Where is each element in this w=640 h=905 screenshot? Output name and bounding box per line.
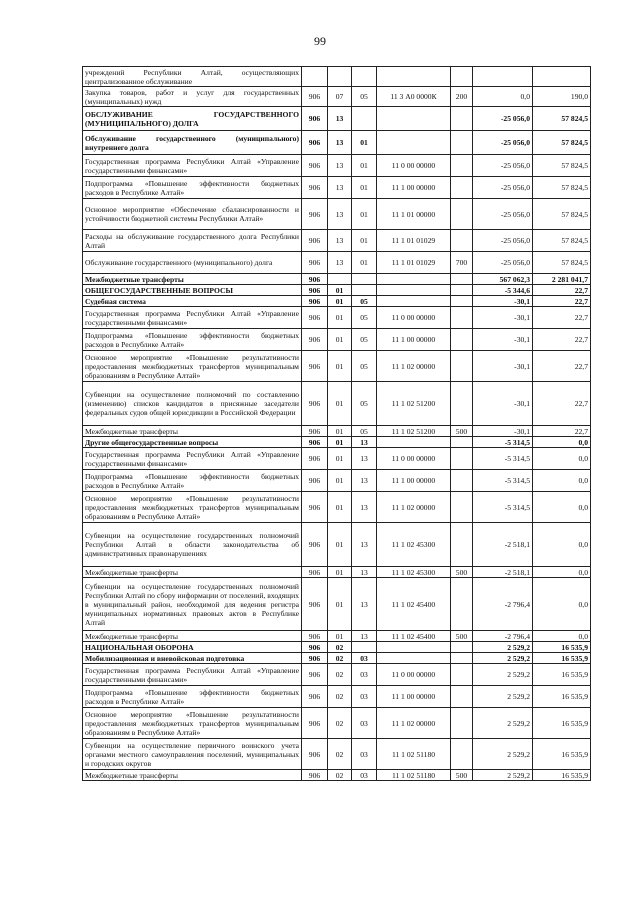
row-sum-2022-cell: 22,7 [533,307,591,329]
row-expense-type-cell [451,351,473,382]
row-name-cell: Основное мероприятие «Обеспечение сбалансированности и устойчивости бюджетной системы Республики Алтай» [83,199,302,230]
row-grbs-cell: 906 [302,567,328,578]
row-expense-type-cell [451,274,473,285]
row-subsection-cell: 13 [352,567,377,578]
row-target-article-cell [377,274,451,285]
row-grbs-cell: 906 [302,87,328,107]
row-sum-2021-cell: -30,1 [473,307,533,329]
row-section-cell: 13 [328,230,352,252]
row-sum-2021-cell: 2 529,2 [473,686,533,708]
row-sum-2022-cell: 0,0 [533,523,591,567]
row-name-cell: Межбюджетные трансферты [83,631,302,642]
row-sum-2021-cell: -5 314,5 [473,448,533,470]
budget-table [82,66,591,781]
row-section-cell: 02 [328,770,352,781]
row-sum-2021-cell: 2 529,2 [473,770,533,781]
row-sum-2022-cell: 57 824,5 [533,252,591,274]
row-target-article-cell: 11 1 01 01029 [377,230,451,252]
row-expense-type-cell [451,67,473,87]
row-sum-2021-cell: 2 529,2 [473,653,533,664]
row-sum-2022-cell: 16 535,9 [533,770,591,781]
row-name-cell: Государственная программа Республики Алтай «Управление государственными финансами» [83,307,302,329]
row-sum-2022-cell: 57 824,5 [533,155,591,177]
row-grbs-cell: 906 [302,631,328,642]
row-grbs-cell: 906 [302,426,328,437]
row-subsection-cell [352,67,377,87]
row-sum-2021-cell: -25 056,0 [473,199,533,230]
row-expense-type-cell [451,739,473,770]
row-expense-type-cell [451,708,473,739]
row-sum-2021-cell: -30,1 [473,296,533,307]
table-row [83,67,591,87]
row-name-cell: Межбюджетные трансферты [83,426,302,437]
row-grbs-cell: 906 [302,578,328,631]
row-subsection-cell: 03 [352,664,377,686]
row-target-article-cell: 11 1 02 51180 [377,739,451,770]
row-name-cell: Основное мероприятие «Повышение результативности предоставления межбюджетных трансфертов муниципальным образованиям в Республике Алтай» [83,351,302,382]
row-sum-2022-cell [533,67,591,87]
row-expense-type-cell [451,285,473,296]
row-expense-type-cell [451,329,473,351]
table-row [83,329,591,351]
row-target-article-cell: 11 1 00 00000 [377,686,451,708]
row-name-cell: Другие общегосударственные вопросы [83,437,302,448]
row-expense-type-cell: 500 [451,631,473,642]
row-sum-2022-cell: 0,0 [533,631,591,642]
row-sum-2022-cell: 57 824,5 [533,107,591,131]
row-target-article-cell: 11 1 02 00000 [377,708,451,739]
row-section-cell [328,274,352,285]
row-expense-type-cell: 500 [451,426,473,437]
row-grbs-cell: 906 [302,252,328,274]
table-row [83,426,591,437]
row-subsection-cell: 01 [352,177,377,199]
row-sum-2022-cell: 57 824,5 [533,199,591,230]
row-subsection-cell: 05 [352,296,377,307]
row-section-cell: 01 [328,492,352,523]
table-row [83,131,591,155]
row-subsection-cell: 13 [352,523,377,567]
row-expense-type-cell [451,382,473,426]
row-sum-2022-cell: 16 535,9 [533,653,591,664]
row-expense-type-cell [451,523,473,567]
row-grbs-cell: 906 [302,523,328,567]
row-name-cell: Подпрограмма «Повышение эффективности бюджетных расходов в Республике Алтай» [83,329,302,351]
table-row [83,230,591,252]
row-sum-2022-cell: 16 535,9 [533,664,591,686]
row-sum-2021-cell: -30,1 [473,382,533,426]
table-row [83,567,591,578]
row-grbs-cell: 906 [302,770,328,781]
row-expense-type-cell [451,307,473,329]
row-section-cell: 01 [328,426,352,437]
table-row [83,351,591,382]
row-sum-2022-cell: 22,7 [533,382,591,426]
row-target-article-cell: 11 0 00 00000 [377,664,451,686]
row-expense-type-cell [451,642,473,653]
row-section-cell: 13 [328,252,352,274]
row-sum-2022-cell: 0,0 [533,437,591,448]
row-expense-type-cell [451,437,473,448]
row-name-cell: ОБЩЕГОСУДАРСТВЕННЫЕ ВОПРОСЫ [83,285,302,296]
row-sum-2021-cell: 2 529,2 [473,642,533,653]
row-target-article-cell: 11 3 А0 0000К [377,87,451,107]
row-sum-2022-cell: 22,7 [533,329,591,351]
row-subsection-cell: 05 [352,307,377,329]
row-subsection-cell: 05 [352,382,377,426]
row-grbs-cell: 906 [302,686,328,708]
row-expense-type-cell [451,686,473,708]
row-grbs-cell: 906 [302,470,328,492]
table-row [83,523,591,567]
row-grbs-cell [302,67,328,87]
row-sum-2022-cell: 2 281 041,7 [533,274,591,285]
row-section-cell: 01 [328,470,352,492]
row-sum-2021-cell: -30,1 [473,426,533,437]
row-expense-type-cell [451,448,473,470]
row-section-cell: 02 [328,653,352,664]
row-name-cell: учреждений Республики Алтай, осуществляющих централизованное обслуживание [83,67,302,87]
row-subsection-cell: 01 [352,155,377,177]
table-row [83,199,591,230]
row-expense-type-cell: 200 [451,87,473,107]
row-section-cell: 01 [328,329,352,351]
table-row [83,155,591,177]
row-section-cell: 01 [328,285,352,296]
row-sum-2022-cell: 16 535,9 [533,686,591,708]
row-target-article-cell: 11 1 02 45400 [377,578,451,631]
row-expense-type-cell [451,177,473,199]
row-name-cell: Судебная система [83,296,302,307]
row-target-article-cell: 11 1 00 00000 [377,177,451,199]
row-grbs-cell: 906 [302,329,328,351]
row-section-cell: 01 [328,351,352,382]
row-grbs-cell: 906 [302,155,328,177]
row-subsection-cell: 03 [352,653,377,664]
row-sum-2021-cell: -5 314,5 [473,470,533,492]
table-row [83,739,591,770]
row-section-cell: 01 [328,448,352,470]
row-sum-2022-cell: 190,0 [533,87,591,107]
row-expense-type-cell: 500 [451,770,473,781]
row-grbs-cell: 906 [302,274,328,285]
table-row [83,631,591,642]
row-subsection-cell: 03 [352,739,377,770]
row-name-cell: Субвенции на осуществление государственных полномочий Республики Алтай по сбору информации от поселений, входящих в муниципальный район, необходимой для ведения регистра муниципальных нормативных правовых актов в Республике Алтай [83,578,302,631]
row-name-cell: Мобилизационная и вневойсковая подготовка [83,653,302,664]
table-row [83,274,591,285]
row-section-cell: 02 [328,739,352,770]
row-sum-2021-cell: -25 056,0 [473,107,533,131]
row-sum-2022-cell: 0,0 [533,567,591,578]
row-sum-2021-cell: -5 314,5 [473,437,533,448]
row-subsection-cell [352,107,377,131]
row-grbs-cell: 906 [302,307,328,329]
row-name-cell: Расходы на обслуживание государственного долга Республики Алтай [83,230,302,252]
row-sum-2021-cell [473,67,533,87]
row-sum-2022-cell: 16 535,9 [533,708,591,739]
row-target-article-cell [377,437,451,448]
row-sum-2022-cell: 0,0 [533,448,591,470]
row-grbs-cell: 906 [302,492,328,523]
row-section-cell: 02 [328,708,352,739]
row-target-article-cell [377,642,451,653]
row-name-cell: Обслуживание государственного (муниципального) долга [83,252,302,274]
row-sum-2021-cell: -25 056,0 [473,155,533,177]
row-grbs-cell: 906 [302,708,328,739]
row-grbs-cell: 906 [302,351,328,382]
row-section-cell: 13 [328,107,352,131]
row-sum-2021-cell: -25 056,0 [473,131,533,155]
row-name-cell: Закупка товаров, работ и услуг для государственных (муниципальных) нужд [83,87,302,107]
row-section-cell: 13 [328,131,352,155]
row-subsection-cell: 13 [352,492,377,523]
row-subsection-cell: 01 [352,252,377,274]
row-subsection-cell [352,285,377,296]
row-sum-2021-cell: -5 344,6 [473,285,533,296]
row-sum-2022-cell: 22,7 [533,426,591,437]
row-expense-type-cell [451,470,473,492]
row-target-article-cell [377,107,451,131]
row-target-article-cell: 11 1 01 01029 [377,252,451,274]
table-row [83,87,591,107]
row-expense-type-cell [451,653,473,664]
row-grbs-cell: 906 [302,739,328,770]
row-section-cell: 02 [328,642,352,653]
row-sum-2021-cell: -25 056,0 [473,177,533,199]
row-subsection-cell: 13 [352,448,377,470]
row-target-article-cell: 11 1 02 45300 [377,567,451,578]
table-row [83,252,591,274]
table-row [83,285,591,296]
row-sum-2021-cell: -2 796,4 [473,631,533,642]
table-row [83,578,591,631]
row-subsection-cell: 03 [352,708,377,739]
row-target-article-cell: 11 1 00 00000 [377,470,451,492]
row-sum-2021-cell: 0,0 [473,87,533,107]
row-name-cell: Межбюджетные трансферты [83,274,302,285]
row-grbs-cell: 906 [302,664,328,686]
row-section-cell: 07 [328,87,352,107]
row-grbs-cell: 906 [302,382,328,426]
row-grbs-cell: 906 [302,131,328,155]
row-sum-2022-cell: 57 824,5 [533,230,591,252]
row-section-cell: 02 [328,664,352,686]
row-expense-type-cell [451,131,473,155]
row-sum-2021-cell: -25 056,0 [473,230,533,252]
page-number: 99 [314,34,326,48]
table-row [83,642,591,653]
row-name-cell: Межбюджетные трансферты [83,567,302,578]
row-name-cell: Межбюджетные трансферты [83,770,302,781]
row-expense-type-cell [451,155,473,177]
row-name-cell: Государственная программа Республики Алтай «Управление государственными финансами» [83,664,302,686]
table-row [83,448,591,470]
row-target-article-cell [377,285,451,296]
row-sum-2021-cell: 2 529,2 [473,664,533,686]
row-name-cell: Субвенции на осуществление государственных полномочий Республики Алтай в области законодательства об административных правонарушениях [83,523,302,567]
row-name-cell: Основное мероприятие «Повышение результативности предоставления межбюджетных трансфертов муниципальным образованиям в Республике Алтай» [83,708,302,739]
row-grbs-cell: 906 [302,285,328,296]
row-target-article-cell: 11 1 02 45300 [377,523,451,567]
row-sum-2021-cell: -30,1 [473,351,533,382]
row-sum-2021-cell: 2 529,2 [473,708,533,739]
row-name-cell: Государственная программа Республики Алтай «Управление государственными финансами» [83,155,302,177]
row-name-cell: ОБСЛУЖИВАНИЕ ГОСУДАРСТВЕННОГО (МУНИЦИПАЛЬНОГО) ДОЛГА [83,107,302,131]
row-subsection-cell [352,642,377,653]
row-section-cell: 13 [328,155,352,177]
row-name-cell: Государственная программа Республики Алтай «Управление государственными финансами» [83,448,302,470]
table-row [83,770,591,781]
row-name-cell: Подпрограмма «Повышение эффективности бюджетных расходов в Республике Алтай» [83,177,302,199]
row-target-article-cell [377,296,451,307]
row-sum-2021-cell: -30,1 [473,329,533,351]
row-sum-2021-cell: -25 056,0 [473,252,533,274]
row-sum-2022-cell: 16 535,9 [533,642,591,653]
row-subsection-cell: 01 [352,131,377,155]
row-expense-type-cell [451,230,473,252]
row-grbs-cell: 906 [302,296,328,307]
table-row [83,307,591,329]
row-subsection-cell: 13 [352,437,377,448]
row-grbs-cell: 906 [302,642,328,653]
row-sum-2022-cell: 57 824,5 [533,131,591,155]
row-section-cell: 13 [328,177,352,199]
row-sum-2022-cell: 22,7 [533,351,591,382]
table-row [83,492,591,523]
row-section-cell: 02 [328,686,352,708]
row-expense-type-cell [451,296,473,307]
row-name-cell: Обслуживание государственного (муниципального) внутреннего долга [83,131,302,155]
row-target-article-cell: 11 1 02 51200 [377,382,451,426]
row-sum-2022-cell: 0,0 [533,470,591,492]
table-row [83,686,591,708]
row-sum-2022-cell: 22,7 [533,296,591,307]
table-row [83,437,591,448]
row-section-cell: 01 [328,307,352,329]
row-name-cell: Основное мероприятие «Повышение результативности предоставления межбюджетных трансфертов муниципальным образованиям в Республике Алтай» [83,492,302,523]
table-row [83,177,591,199]
row-section-cell [328,67,352,87]
row-sum-2022-cell: 57 824,5 [533,177,591,199]
row-sum-2021-cell: 567 062,3 [473,274,533,285]
row-subsection-cell: 03 [352,686,377,708]
row-target-article-cell [377,67,451,87]
row-expense-type-cell: 700 [451,252,473,274]
table-row [83,708,591,739]
row-section-cell: 13 [328,199,352,230]
row-name-cell: Субвенции на осуществление первичного воинского учета органами местного самоуправления поселений, муниципальных и городских округов [83,739,302,770]
row-expense-type-cell [451,578,473,631]
row-subsection-cell: 05 [352,426,377,437]
row-subsection-cell: 13 [352,578,377,631]
row-grbs-cell: 906 [302,107,328,131]
row-expense-type-cell [451,492,473,523]
row-target-article-cell: 11 0 00 00000 [377,155,451,177]
row-target-article-cell: 11 1 02 45400 [377,631,451,642]
row-section-cell: 01 [328,578,352,631]
row-name-cell: Субвенции на осуществление полномочий по составлению (изменению) списков кандидатов в присяжные заседатели федеральных судов общей юрисдикции в Российской Федерации [83,382,302,426]
row-target-article-cell: 11 0 00 00000 [377,448,451,470]
row-name-cell: Подпрограмма «Повышение эффективности бюджетных расходов в Республике Алтай» [83,686,302,708]
row-grbs-cell: 906 [302,177,328,199]
row-grbs-cell: 906 [302,437,328,448]
row-name-cell: НАЦИОНАЛЬНАЯ ОБОРОНА [83,642,302,653]
row-sum-2021-cell: -2 796,4 [473,578,533,631]
row-sum-2021-cell: -5 314,5 [473,492,533,523]
row-section-cell: 01 [328,631,352,642]
row-subsection-cell: 13 [352,631,377,642]
row-expense-type-cell [451,664,473,686]
table-row [83,470,591,492]
row-target-article-cell: 11 1 02 00000 [377,492,451,523]
table-row [83,664,591,686]
row-target-article-cell: 11 1 00 00000 [377,329,451,351]
row-section-cell: 01 [328,382,352,426]
row-sum-2021-cell: -2 518,1 [473,567,533,578]
row-expense-type-cell: 500 [451,567,473,578]
row-target-article-cell: 11 1 02 51180 [377,770,451,781]
row-subsection-cell [352,274,377,285]
row-target-article-cell [377,131,451,155]
row-sum-2022-cell: 0,0 [533,578,591,631]
row-subsection-cell: 05 [352,87,377,107]
table-row [83,653,591,664]
row-grbs-cell: 906 [302,653,328,664]
row-grbs-cell: 906 [302,230,328,252]
row-section-cell: 01 [328,437,352,448]
row-subsection-cell: 05 [352,351,377,382]
table-row [83,382,591,426]
row-sum-2021-cell: 2 529,2 [473,739,533,770]
row-sum-2022-cell: 16 535,9 [533,739,591,770]
row-subsection-cell: 03 [352,770,377,781]
row-expense-type-cell [451,107,473,131]
row-subsection-cell: 01 [352,230,377,252]
row-section-cell: 01 [328,296,352,307]
row-subsection-cell: 01 [352,199,377,230]
row-expense-type-cell [451,199,473,230]
row-name-cell: Подпрограмма «Повышение эффективности бюджетных расходов в Республике Алтай» [83,470,302,492]
row-target-article-cell [377,653,451,664]
row-target-article-cell: 11 0 00 00000 [377,307,451,329]
row-target-article-cell: 11 1 02 51200 [377,426,451,437]
table-row [83,296,591,307]
row-sum-2022-cell: 0,0 [533,492,591,523]
row-grbs-cell: 906 [302,199,328,230]
row-subsection-cell: 05 [352,329,377,351]
row-grbs-cell: 906 [302,448,328,470]
row-sum-2021-cell: -2 518,1 [473,523,533,567]
row-section-cell: 01 [328,523,352,567]
row-target-article-cell: 11 1 02 00000 [377,351,451,382]
row-target-article-cell: 11 1 01 00000 [377,199,451,230]
table-row [83,107,591,131]
row-subsection-cell: 13 [352,470,377,492]
row-sum-2022-cell: 22,7 [533,285,591,296]
row-section-cell: 01 [328,567,352,578]
